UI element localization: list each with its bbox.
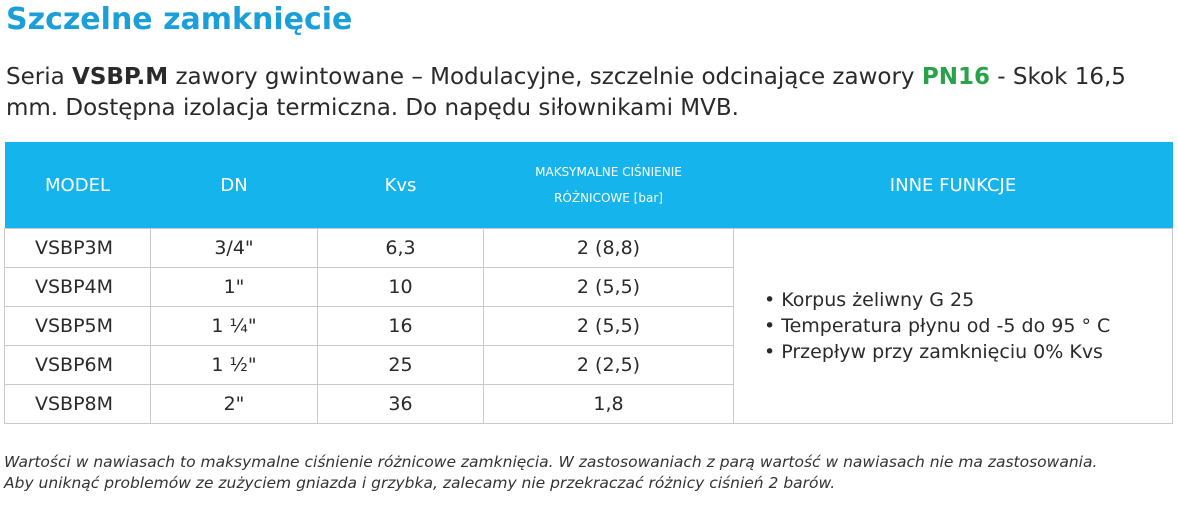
cell-pressure: 1,8	[484, 385, 734, 424]
cell-kvs: 36	[318, 385, 484, 424]
cell-pressure: 2 (2,5)	[484, 346, 734, 385]
cell-dn: 1"	[151, 268, 318, 307]
feature-item: • Temperatura płynu od -5 do 95 ° C	[764, 313, 1172, 339]
cell-model: VSBP4M	[5, 268, 151, 307]
cell-dn: 1 ¼"	[151, 307, 318, 346]
header-dn: DN	[151, 142, 318, 229]
table-row	[5, 229, 1173, 268]
intro-text-1: Seria	[6, 64, 73, 90]
features-list	[764, 287, 1172, 365]
cell-dn: 2"	[151, 385, 318, 424]
cell-pressure: 2 (5,5)	[484, 268, 734, 307]
header-row	[5, 142, 1173, 229]
cell-kvs: 6,3	[318, 229, 484, 268]
cell-pressure: 2 (5,5)	[484, 307, 734, 346]
cell-model: VSBP6M	[5, 346, 151, 385]
feature-item: • Przepływ przy zamknięciu 0% Kvs	[764, 339, 1172, 365]
table-body	[5, 229, 1173, 424]
cell-pressure: 2 (8,8)	[484, 229, 734, 268]
intro-text-2: zawory gwintowane – Modulacyjne, szczelnie odcinające zawory	[168, 64, 922, 90]
cell-kvs: 25	[318, 346, 484, 385]
series-name: VSBP.M	[72, 64, 169, 90]
cell-dn: 3/4"	[151, 229, 318, 268]
header-pressure-line1: MAKSYMALNE CIŚNIENIE	[535, 165, 682, 179]
cell-model: VSBP3M	[5, 229, 151, 268]
cell-model: VSBP8M	[5, 385, 151, 424]
cell-features	[734, 229, 1173, 424]
pn-rating: PN16	[921, 64, 990, 90]
header-kvs: Kvs	[318, 142, 484, 229]
header-other-functions: INNE FUNKCJE	[734, 142, 1173, 229]
header-pressure	[484, 142, 734, 229]
page-title: Szczelne zamknięcie	[6, 2, 353, 37]
cell-kvs: 10	[318, 268, 484, 307]
footnote: Wartości w nawiasach to maksymalne ciśnienie różnicowe zamknięcia. W zastosowaniach z parą wartość w nawiasach nie ma zastosowania. Aby uniknąć problemów ze zużyciem gniazda i grzybka, zalecamy nie przekraczać różnicy ciśnień 2 barów.	[4, 453, 1098, 492]
cell-dn: 1 ½"	[151, 346, 318, 385]
valve-table	[4, 142, 1173, 424]
header-model: MODEL	[5, 142, 151, 229]
table-header	[5, 142, 1173, 229]
intro-paragraph	[6, 62, 1176, 124]
header-pressure-line2: RÓŻNICOWE [bar]	[554, 191, 663, 205]
cell-kvs: 16	[318, 307, 484, 346]
valve-table-container	[4, 142, 1172, 424]
cell-model: VSBP5M	[5, 307, 151, 346]
feature-item: • Korpus żeliwny G 25	[764, 287, 1172, 313]
intro-text-3: - Skok 16,5 mm. Dostępna izolacja termiczna. Do napędu siłownikami MVB.	[6, 64, 1126, 121]
